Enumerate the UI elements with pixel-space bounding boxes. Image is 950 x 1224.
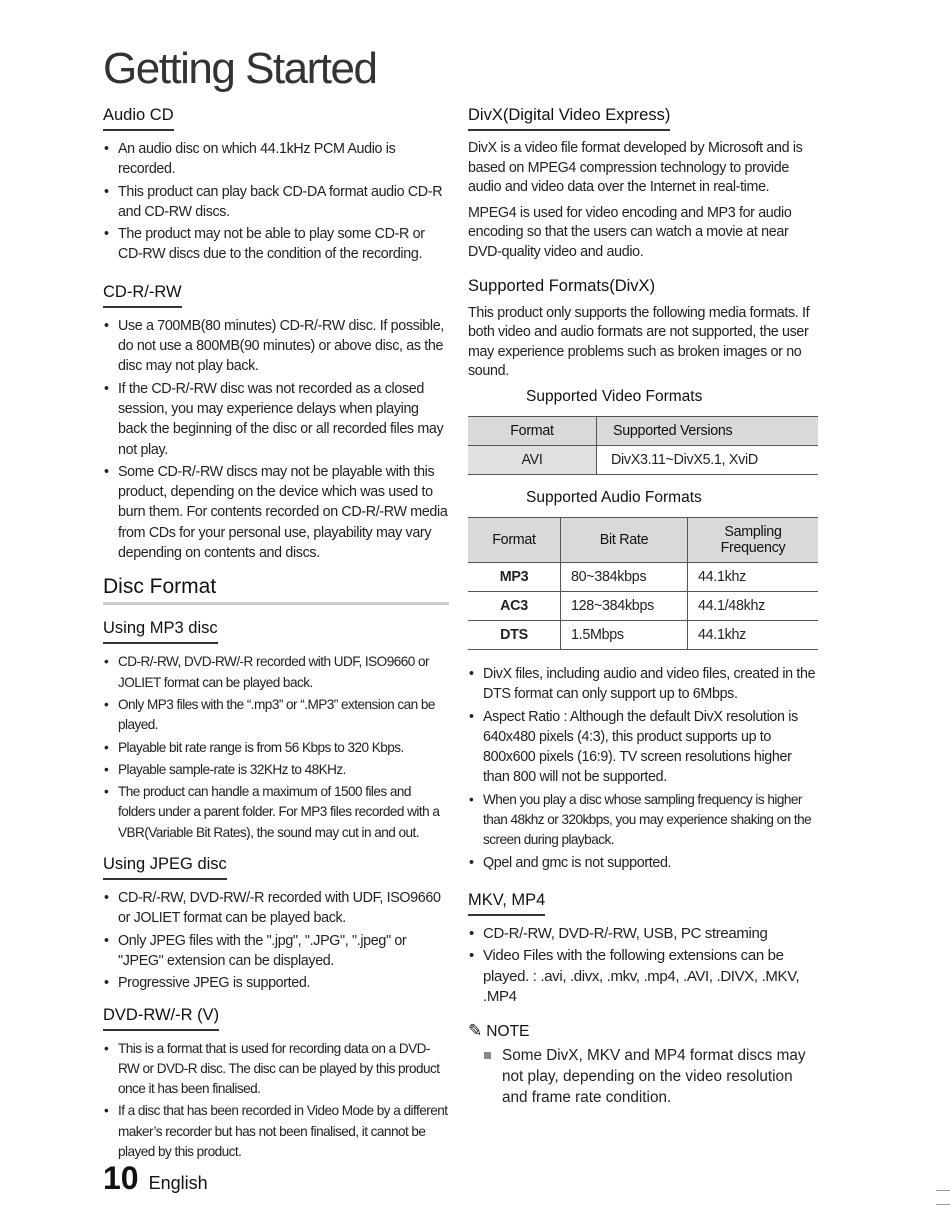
video-formats-heading: Supported Video Formats — [526, 387, 703, 405]
mp3-list — [103, 652, 449, 843]
note-label: NOTE — [486, 1023, 530, 1041]
left-column — [103, 106, 449, 1174]
pencil-icon: ✎ — [468, 1021, 483, 1041]
supported-formats-heading: Supported Formats(DivX) — [468, 276, 656, 295]
table-cell: 1.5Mbps — [561, 620, 688, 649]
table-cell: DivX3.11~DivX5.1, XviD — [597, 445, 819, 474]
table-cell: MP3 — [468, 562, 561, 591]
mkv-heading: MKV, MP4 — [468, 891, 545, 916]
list-item: • This product can play back CD-DA format audio CD-R and CD-RW discs. — [103, 182, 449, 223]
table-row — [468, 445, 818, 474]
table-row — [468, 562, 818, 591]
divx-notes-list — [468, 664, 820, 873]
table-cell: 44.1khz — [688, 620, 819, 649]
jpeg-heading: Using JPEG disc — [103, 855, 227, 880]
table-cell: AC3 — [468, 591, 561, 620]
page-footer — [103, 1160, 208, 1197]
note-heading — [468, 1021, 820, 1041]
list-item: • If a disc that has been recorded in Video Mode by a different maker’s recorder but has not been finalised, it cannot be played by this product. — [103, 1101, 449, 1162]
divx-paragraph: DivX is a video file format developed by Microsoft and is based on MPEG4 compression technology to provide audio and video data over the Internet in real-time. — [468, 140, 803, 196]
table-header: Bit Rate — [561, 517, 688, 562]
table-row — [468, 620, 818, 649]
list-item: • Playable bit rate range is from 56 Kbps to 320 Kbps. — [103, 738, 449, 758]
list-item: • Progressive JPEG is supported. — [103, 973, 449, 993]
list-item: • If the CD-R/-RW disc was not recorded as a closed session, you may experience delays when playing back the beginning of the disc or all recorded files may not play. — [103, 379, 449, 460]
list-item: • CD-R/-RW, DVD-R/-RW, USB, PC streaming — [468, 924, 820, 944]
mkv-list — [468, 924, 820, 1007]
divx-paragraph: MPEG4 is used for video encoding and MP3 for audio encoding so that the users can watch a movie at near DVD-quality video and audio. — [468, 204, 792, 260]
table-header: Format — [468, 416, 597, 445]
table-cell: 44.1khz — [688, 562, 819, 591]
dvd-rw-heading: DVD-RW/-R (V) — [103, 1006, 219, 1031]
table-cell: 128~384kbps — [561, 591, 688, 620]
list-item: • Only MP3 files with the “.mp3” or “.MP3” extension can be played. — [103, 695, 449, 736]
dvd-rw-list — [103, 1039, 449, 1163]
video-formats-table — [468, 416, 818, 475]
list-item: • Playable sample-rate is 32KHz to 48KHz. — [103, 760, 449, 780]
list-item: • An audio disc on which 44.1kHz PCM Audio is recorded. — [103, 139, 449, 180]
list-item: • Some CD-R/-RW discs may not be playable with this product, depending on the device which was used to burn them. For contents recorded on CD-R/-RW media from CDs for your personal use, playability may vary depending on contents and discs. — [103, 462, 449, 563]
divx-heading: DivX(Digital Video Express) — [468, 106, 670, 131]
list-item: • The product may not be able to play some CD-R or CD-RW discs due to the condition of the recording. — [103, 224, 449, 265]
note-list — [468, 1045, 820, 1108]
jpeg-list — [103, 888, 449, 993]
list-item: • Qpel and gmc is not supported. — [468, 853, 820, 873]
list-item: • This is a format that is used for recording data on a DVD-RW or DVD-R disc. The disc can be played by this product once it has been finalised. — [103, 1039, 449, 1100]
list-item: • Use a 700MB(80 minutes) CD-R/-RW disc. If possible, do not use a 800MB(90 minutes) or above disc, as the disc may not play back. — [103, 316, 449, 377]
audio-cd-heading: Audio CD — [103, 106, 174, 131]
table-row — [468, 591, 818, 620]
table-cell: AVI — [468, 445, 597, 474]
language-label: English — [148, 1173, 208, 1193]
table-header: Sampling Frequency — [688, 517, 819, 562]
list-item: • DivX files, including audio and video files, created in the DTS format can only support up to 6Mbps. — [468, 664, 820, 705]
list-item: • CD-R/-RW, DVD-RW/-R recorded with UDF, ISO9660 or JOLIET format can be played back. — [103, 652, 449, 693]
table-header: Format — [468, 517, 561, 562]
table-cell: DTS — [468, 620, 561, 649]
list-item: • Only JPEG files with the ".jpg", ".JPG", ".jpeg" or "JPEG" extension can be displayed. — [103, 931, 449, 972]
list-item: • Aspect Ratio : Although the default DivX resolution is 640x480 pixels (4:3), this product supports up to 800x600 pixels (16:9). TV screen resolutions higher than 800 will not be supported. — [468, 707, 820, 788]
list-item: Some DivX, MKV and MP4 format discs may not play, depending on the video resolution and frame rate condition. — [468, 1045, 820, 1108]
audio-formats-heading: Supported Audio Formats — [526, 488, 702, 506]
table-cell: 80~384kbps — [561, 562, 688, 591]
table-cell: 44.1/48khz — [688, 591, 819, 620]
edge-mark — [936, 1190, 950, 1191]
page-number: 10 — [103, 1160, 139, 1196]
mp3-heading: Using MP3 disc — [103, 619, 218, 644]
audio-cd-list — [103, 139, 449, 265]
audio-formats-table — [468, 517, 818, 650]
cd-rw-list — [103, 316, 449, 564]
table-header: Supported Versions — [597, 416, 819, 445]
right-column — [468, 106, 820, 1108]
cd-rw-heading: CD-R/-RW — [103, 283, 182, 308]
list-item: • When you play a disc whose sampling frequency is higher than 48khz or 320kbps, you may experience shaking on the screen during playback. — [468, 790, 820, 851]
supported-formats-paragraph: This product only supports the following media formats. If both video and audio formats are not supported, the user may experience problems such as broken images or no sound. — [468, 304, 810, 380]
page-title: Getting Started — [103, 44, 377, 93]
list-item: • Video Files with the following extensions can be played. : .avi, .divx, .mkv, .mp4, .AVI, .DIVX, .MKV, .MP4 — [468, 946, 820, 1007]
list-item: • CD-R/-RW, DVD-RW/-R recorded with UDF, ISO9660 or JOLIET format can be played back. — [103, 888, 449, 929]
list-item: • The product can handle a maximum of 1500 files and folders under a parent folder. For MP3 files recorded with a VBR(Variable Bit Rates), the sound may cut in and out. — [103, 782, 449, 843]
disc-format-heading: Disc Format — [103, 575, 449, 605]
edge-mark — [936, 1204, 950, 1205]
